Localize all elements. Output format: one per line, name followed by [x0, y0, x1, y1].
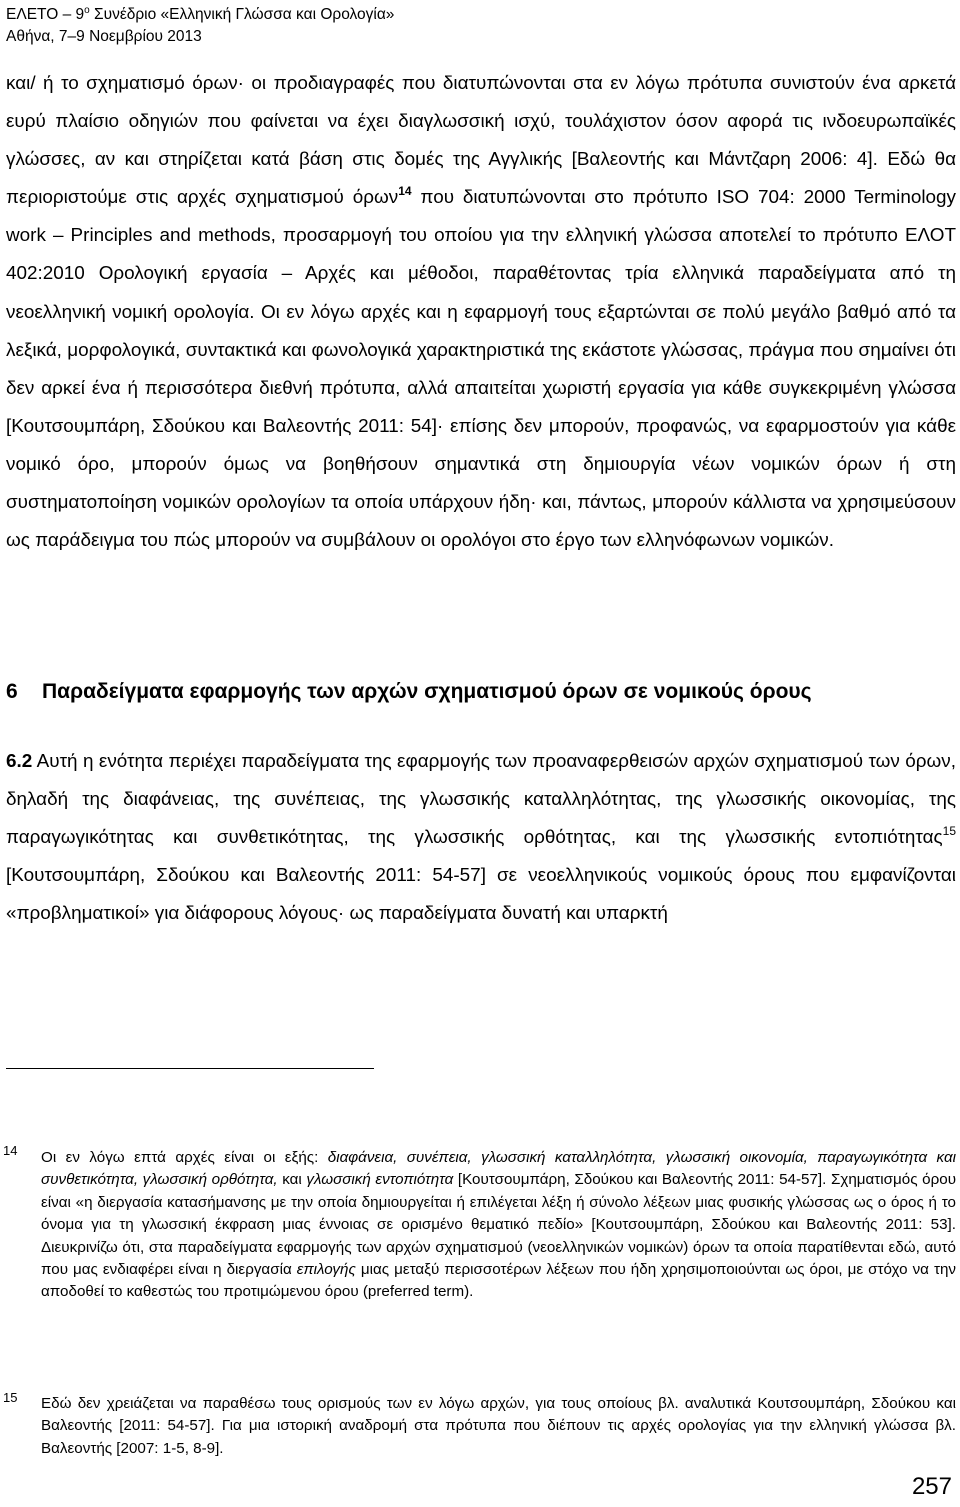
- section-heading: [6, 675, 956, 708]
- header-conference-title: Συνέδριο «Ελληνική Γλώσσα και Ορολογία»: [89, 6, 395, 23]
- paragraph-1-text-a: και/ ή το σχηματισμό όρων· οι προδιαγραφές που διατυπώνονται στα εν λόγω πρότυπα συνιστούν ένα αρκετά ευρύ πλαίσιο οδηγιών που φαίνεται να έχει διαγλωσσική ισχύ, τουλάχιστον όσον αφορά τις ινδοευρωπαϊκές γλώσσες, αν και στηρίζεται κατά βάση στις δομές της Αγγλικής [Βαλεοντής και Μάντζαρη 2006: 4]. Εδώ θα περιοριστούμε στις αρχές σχηματισμού όρων: [6, 73, 956, 209]
- footnote-14-text-a: Οι εν λόγω επτά αρχές είναι οι εξής:: [41, 1149, 328, 1166]
- running-header: [6, 4, 394, 48]
- header-line-1: [6, 4, 394, 26]
- paragraph-2-text-b: [Κουτσουμπάρη, Σδούκου και Βαλεοντής 2011: 54-57] σε νεοελληνικούς νομικούς όρους που εμφανίζονται «προβληματικοί» για διάφορους λόγους· ως παραδείγματα δυνατή και υπαρκτή: [6, 865, 956, 925]
- footnote-15-marker: 15: [3, 1390, 18, 1405]
- section-number: 6: [6, 680, 18, 703]
- footnote-14-emphasis-selection: επιλογής: [296, 1261, 356, 1279]
- paragraph-2-text-a: Αυτή η ενότητα περιέχει παραδείγματα της εφαρμογής των προαναφερθεισών αρχών σχηματισμού των όρων, δηλαδή της διαφάνειας, της συνέπειας, της γλωσσικής καταλληλότητας, της γλωσσικής οικονομίας, της παραγωγικότητας και συνθετικότητας, της γλωσσικής ορθότητας, και της γλωσσικής εντοπιότητας: [6, 751, 956, 849]
- footnote-14-text-b: και: [277, 1171, 307, 1189]
- footnote-14-marker: 14: [3, 1143, 18, 1158]
- footnote-15: Εδώ δεν χρειάζεται να παραθέσω τους ορισμούς των εν λόγω αρχών, για τους οποίους βλ. αναλυτικά Κουτσουμπάρη, Σδούκου και Βαλεοντής [2011: 54-57]. Για μια ιστορική αναδρομή στα πρότυπα που διέπουν τις αρχές ορολογίας για την ελληνική γλώσσα βλ. Βαλεοντής [2007: 1-5, 8-9].: [41, 1395, 956, 1457]
- header-line-2: Αθήνα, 7–9 Νοεμβρίου 2013: [6, 28, 202, 45]
- footnote-ref-14[interactable]: 14: [398, 184, 412, 199]
- section-title: Παραδείγματα εφαρμογής των αρχών σχηματισμού όρων σε νομικούς όρους: [42, 680, 812, 703]
- footnote-14-principle-locality: γλωσσική εντοπιότητα: [306, 1171, 454, 1189]
- footnote-separator: [6, 1068, 374, 1069]
- page-number: 257: [911, 1473, 952, 1500]
- footnote-ref-15[interactable]: 15: [942, 824, 956, 839]
- subsection-number: 6.2: [6, 751, 33, 772]
- paragraph-2: [6, 743, 956, 933]
- header-conference-number: ΕΛΕΤΟ – 9: [6, 6, 85, 23]
- footnote-14-text-c: [Κουτσουμπάρη, Σδούκου και Βαλεοντής 2011: 54-57]. Σχηματισμός όρου είναι «η διεργασία κατασήμανσης με την οποία δημιουργείται ή επιλέγεται λέξη ή σύνολο λέξεων μιας φυσικής γλώσσας ως ο όρος ή το όνομα για τη γλωσσική έκφραση μιας έννοιας σε ορισμένο θεματικό πεδίο» [Κουτσουμπάρη, Σδούκου και Βαλεοντής 2011: 53]. Διευκρινίζω ότι, στα παραδείγματα εφαρμογής των αρχών σχηματισμού (νεοελληνικών νομικών) όρων τα οποία παρατίθενται εδώ, αυτό που μας ενδιαφέρει είναι η διεργασία: [41, 1171, 957, 1279]
- header-ordinal-sup: ο: [84, 5, 90, 16]
- footnote-14-principles-list: διαφάνεια, συνέπεια, γλωσσική καταλληλότητα, γλωσσική οικονομία, παραγωγικότητα και συνθετικότητα, γλωσσική ορθότητα,: [41, 1149, 956, 1189]
- paragraph-1-text-b: που διατυπώνονται στο πρότυπο ISO 704: 2000 Terminology work – Principles and methods, προσαρμογή του οποίου για την ελληνική γλώσσα αποτελεί το πρότυπο ΕΛΟΤ 402:2010 Ορολογική εργασία – Αρχές και μέθοδοι, παραθέτοντας τρία ελληνικά παραδείγματα από τη νεοελληνική νομική ορολογία. Οι εν λόγω αρχές και η εφαρμογή τους εξαρτώνται σε πολύ μεγάλο βαθμό από τα λεξικά, μορφολογικά, συντακτικά και φωνολογικά χαρακτηριστικά της εκάστοτε γλώσσας, πράγμα που σημαίνει ότι δεν αρκεί ένα ή περισσότερα διεθνή πρότυπα, αλλά απαιτείται χωριστή εργασία για κάθε συγκεκριμένη γλώσσα [Κουτσουμπάρη, Σδούκου και Βαλεοντής 2011: 54]· επίσης δεν μπορούν, προφανώς, να εφαρμοστούν για κάθε νομικό όρο, μπορούν όμως να βοηθήσουν σημαντικά στη δημιουργία νέων νομικών όρων ή στη συστηματοποίηση νομικών ορολογίων τα οποία υπάρχουν ήδη· και, πάντως, μπορούν κάλλιστα να χρησιμεύσουν ως παράδειγμα του πώς μπορούν να συμβάλουν οι ορολόγοι στο έργο των ελληνόφωνων νομικών.: [6, 187, 956, 552]
- paragraph-1: [6, 65, 956, 560]
- footnote-14: [41, 1147, 956, 1304]
- footnote-14-text-d: μιας μεταξύ περισσοτέρων λέξεων που ήδη χρησιμοποιούνται ως όροι, με στόχο να την αποδοθεί το καθεστώς του προτιμώμενου όρου (preferred term).: [41, 1261, 956, 1301]
